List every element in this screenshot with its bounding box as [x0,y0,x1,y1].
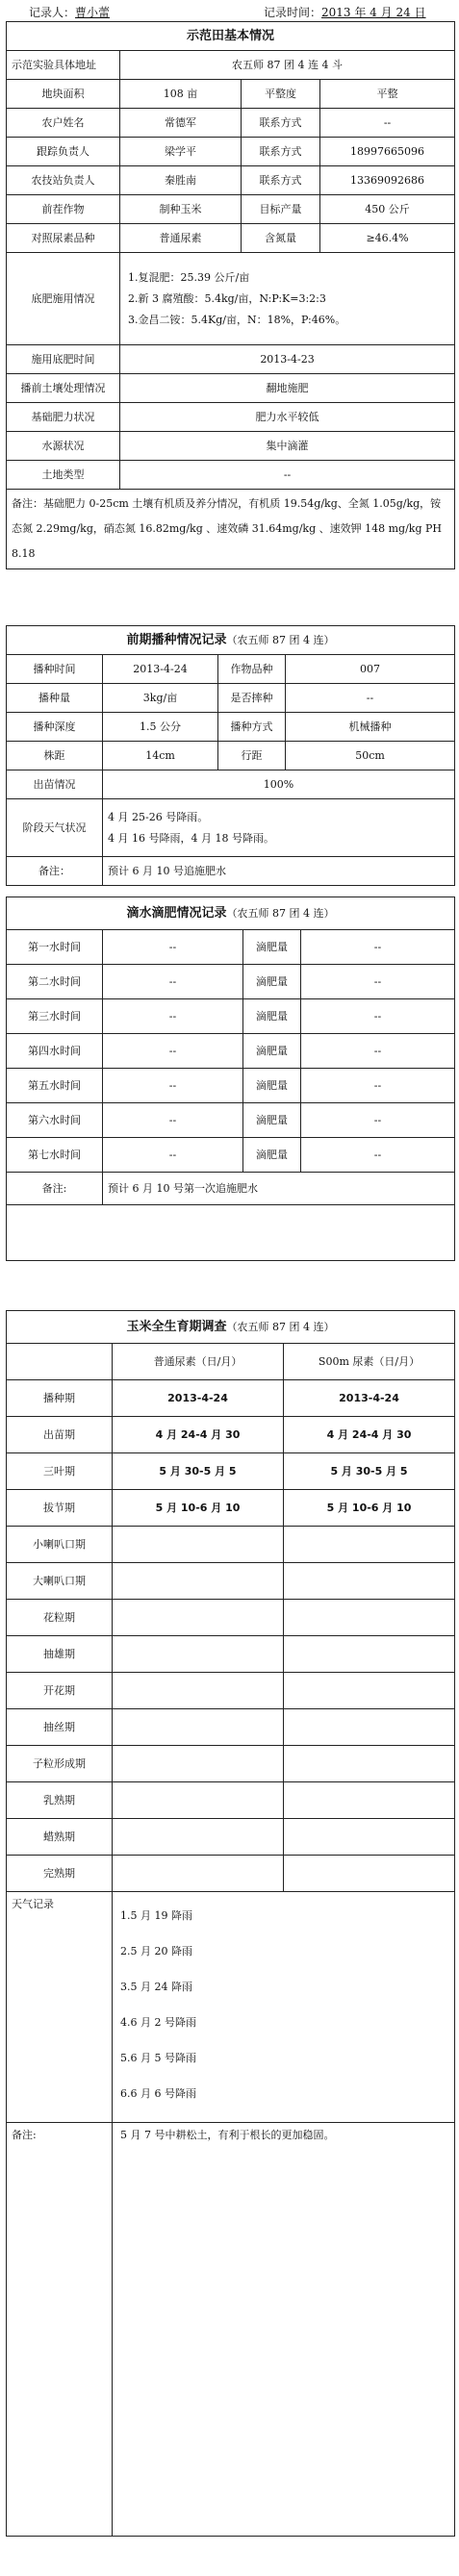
cell-label: 作物品种 [218,655,286,684]
stage-value [113,1673,284,1709]
cell-value: -- [103,1103,243,1138]
weather-line: 4 月 25-26 号降雨。 [108,810,209,823]
table-row [7,655,455,684]
growth-title-sub: （农五师 87 团 4 连） [226,1320,335,1333]
drip-title-sub: （农五师 87 团 4 连） [226,906,335,920]
stage-value [113,1746,284,1782]
basic-info-title: 示范田基本情况 [7,22,455,51]
cell-label: 第四水时间 [7,1034,103,1069]
stage-value: 5 月 30-5 月 5 [284,1453,455,1490]
fertility-label: 基础肥力状况 [7,403,120,432]
cell-value: -- [301,1034,455,1069]
basic-note: 备注：基础肥力 0-25cm 土壤有机质及养分情况，有机质 19.54g/kg、全氮 1.05g/kg，铵态氮 2.29mg/kg，硝态氮 16.82mg/kg 、速效磷 31.64mg/kg 、速效钾 148 mg/kg PH 8.18 [7,490,455,569]
cell-label: 滴肥量 [243,930,301,965]
cell-value: 秦胜南 [120,166,242,195]
weather-record-label: 天气记录 [7,1892,113,2123]
growth-note: 5 月 7 号中耕松土，有利于根长的更加稳固。 [113,2123,455,2537]
cell-label: 第三水时间 [7,999,103,1034]
table-row [7,1673,455,1709]
table-row [7,138,455,166]
table-row [7,1069,455,1103]
cell-label: 联系方式 [242,138,320,166]
date-value: 2013 年 4 月 24 日 [321,6,426,19]
table-row [7,1380,455,1417]
cell-value: -- [103,999,243,1034]
sowing-note: 预计 6 月 10 号追施肥水 [103,857,455,886]
stage-weather-label: 阶段天气状况 [7,799,103,857]
cell-value: 3kg/亩 [103,684,218,713]
table-row [7,1856,455,1892]
cell-value: -- [286,684,455,713]
stage-label: 乳熟期 [7,1782,113,1819]
drip-note-label: 备注: [7,1173,103,1205]
table-row [7,742,455,770]
cell-value: -- [103,965,243,999]
stage-value [284,1563,455,1600]
stage-value [113,1600,284,1636]
recorder-name: 曹小蕾 [75,6,111,19]
weather-record-line: 2.5 月 20 降雨 [120,1945,192,1957]
cell-label: 地块面积 [7,80,120,109]
weather-record-lines [113,1892,455,2123]
drip-note: 预计 6 月 10 号第一次追施肥水 [103,1173,455,1205]
fertility-value: 肥力水平较低 [120,403,455,432]
cell-value: 常德军 [120,109,242,138]
cell-label: 株距 [7,742,103,770]
cell-label: 是否摔种 [218,684,286,713]
cell-label: 播种量 [7,684,103,713]
fert-line: 3.金昌二铵：5.4Kg/亩，N：18%，P:46%。 [128,313,346,326]
cell-label: 联系方式 [242,109,320,138]
cell-value: -- [301,965,455,999]
drip-title: 滴水滴肥情况记录 [126,905,227,921]
table-row [7,1709,455,1746]
drip-blank-row [7,1205,455,1261]
table-row [7,1138,455,1173]
cell-value: 平整 [320,80,455,109]
cell-label: 滴肥量 [243,1034,301,1069]
cell-label: 第五水时间 [7,1069,103,1103]
cell-label: 目标产量 [242,195,320,224]
stage-label: 蜡熟期 [7,1819,113,1856]
cell-label: 第七水时间 [7,1138,103,1173]
growth-title: 玉米全生育期调查 [126,1319,227,1334]
table-row [7,1819,455,1856]
table-row [7,1600,455,1636]
stage-value [113,1819,284,1856]
date-label: 记录时间： [264,6,322,19]
weather-record-line: 5.6 月 5 号降雨 [120,2052,196,2064]
emerge-label: 出苗情况 [7,770,103,799]
table-row [7,1636,455,1673]
fert-lines [120,253,455,345]
stage-label: 三叶期 [7,1453,113,1490]
table-row [7,166,455,195]
growth-title-cell [7,1311,455,1344]
stage-value: 5 月 10-6 月 10 [284,1490,455,1527]
cell-value: -- [103,1138,243,1173]
soil-treat-value: 翻地施肥 [120,374,455,403]
cell-label: 滴肥量 [243,965,301,999]
cell-label: 含氮量 [242,224,320,253]
cell-label: 滴肥量 [243,1103,301,1138]
cell-value: -- [301,930,455,965]
table-row [7,1453,455,1490]
table-row [7,109,455,138]
stage-value [113,1636,284,1673]
table-row [7,930,455,965]
table-row [7,1417,455,1453]
cell-label: 平整度 [242,80,320,109]
sowing-table [6,625,455,886]
water-label: 水源状况 [7,432,120,461]
table-row [7,195,455,224]
cell-label: 跟踪负责人 [7,138,120,166]
stage-label: 出苗期 [7,1417,113,1453]
stage-label: 播种期 [7,1380,113,1417]
stage-value: 2013-4-24 [113,1380,284,1417]
stage-value: 2013-4-24 [284,1380,455,1417]
cell-value: -- [320,109,455,138]
stage-value [284,1527,455,1563]
cell-label: 滴肥量 [243,1069,301,1103]
water-value: 集中滴灌 [120,432,455,461]
fert-label: 底肥施用情况 [7,253,120,345]
cell-value: 108 亩 [120,80,242,109]
stage-value: 5 月 10-6 月 10 [113,1490,284,1527]
table-row [7,224,455,253]
stage-label: 抽雄期 [7,1636,113,1673]
cell-label: 对照尿素品种 [7,224,120,253]
cell-value: 机械播种 [286,713,455,742]
soil-treat-label: 播前土壤处理情况 [7,374,120,403]
apply-time-label: 施用底肥时间 [7,345,120,374]
stage-value: 4 月 24-4 月 30 [113,1417,284,1453]
drip-title-cell [7,897,455,930]
cell-value: 450 公斤 [320,195,455,224]
apply-time-value: 2013-4-23 [120,345,455,374]
cell-value: ≥46.4% [320,224,455,253]
table-row [7,713,455,742]
stage-weather-lines [103,799,455,857]
cell-value: -- [301,1069,455,1103]
cell-value: 50cm [286,742,455,770]
sowing-title: 前期播种情况记录 [126,632,227,647]
cell-label: 第二水时间 [7,965,103,999]
cell-label: 第六水时间 [7,1103,103,1138]
table-row [7,684,455,713]
fert-line: 1.复混肥：25.39 公斤/亩 [128,270,250,284]
basic-info-table [6,21,455,569]
stage-label: 完熟期 [7,1856,113,1892]
stage-value [284,1819,455,1856]
cell-value: 1.5 公分 [103,713,218,742]
stage-value: 5 月 30-5 月 5 [113,1453,284,1490]
cell-label: 前茬作物 [7,195,120,224]
stage-value [113,1782,284,1819]
recorder-label: 记录人： [29,6,76,19]
soil-type-label: 土地类型 [7,461,120,490]
stage-value [284,1709,455,1746]
table-row [7,1034,455,1069]
cell-label: 播种深度 [7,713,103,742]
stage-label: 小喇叭口期 [7,1527,113,1563]
stage-label: 抽丝期 [7,1709,113,1746]
stage-value [284,1673,455,1709]
address-value: 农五师 87 团 4 连 4 斗 [120,51,455,80]
weather-record-line: 1.5 月 19 降雨 [120,1909,192,1922]
growth-note-label: 备注: [7,2123,113,2537]
stage-value [284,1856,455,1892]
stage-value [284,1600,455,1636]
stage-value [284,1746,455,1782]
cell-value: -- [103,1069,243,1103]
stage-label: 拔节期 [7,1490,113,1527]
growth-col-normal: 普通尿素（日/月） [113,1344,284,1380]
cell-label: 第一水时间 [7,930,103,965]
table-row [7,1103,455,1138]
cell-label: 滴肥量 [243,1138,301,1173]
cell-value: 007 [286,655,455,684]
stage-label: 花粒期 [7,1600,113,1636]
cell-value: 梁学平 [120,138,242,166]
emerge-value: 100% [103,770,455,799]
weather-record-line: 6.6 月 6 号降雨 [120,2087,196,2100]
cell-value: 14cm [103,742,218,770]
growth-table [6,1310,455,2537]
cell-value: -- [103,1034,243,1069]
sowing-title-sub: （农五师 87 团 4 连） [226,633,335,646]
soil-type-value: -- [120,461,455,490]
weather-record-line: 4.6 月 2 号降雨 [120,2016,196,2029]
cell-value: -- [103,930,243,965]
stage-value [113,1856,284,1892]
table-row [7,80,455,109]
cell-value: -- [301,1138,455,1173]
cell-label: 播种时间 [7,655,103,684]
fert-line: 2.新 3 腐殖酸：5.4kg/亩，N:P:K=3:2:3 [128,291,326,305]
cell-label: 滴肥量 [243,999,301,1034]
cell-label: 播种方式 [218,713,286,742]
cell-value: 普通尿素 [120,224,242,253]
cell-label: 联系方式 [242,166,320,195]
table-row [7,1782,455,1819]
table-row [7,999,455,1034]
address-label: 示范实验具体地址 [7,51,120,80]
cell-label: 农技站负责人 [7,166,120,195]
cell-value: 18997665096 [320,138,455,166]
cell-value: 13369092686 [320,166,455,195]
growth-header-blank [7,1344,113,1380]
date-line [264,4,426,20]
stage-label: 子粒形成期 [7,1746,113,1782]
stage-value [113,1527,284,1563]
stage-label: 开花期 [7,1673,113,1709]
growth-col-s00m: S00m 尿素（日/月） [284,1344,455,1380]
table-row [7,1527,455,1563]
sowing-note-label: 备注： [7,857,103,886]
cell-value: 2013-4-24 [103,655,218,684]
recorder-line [29,4,139,20]
stage-value [284,1782,455,1819]
stage-value [284,1636,455,1673]
cell-label: 行距 [218,742,286,770]
table-row [7,1563,455,1600]
cell-label: 农户姓名 [7,109,120,138]
cell-value: -- [301,1103,455,1138]
stage-value [113,1563,284,1600]
table-row [7,1746,455,1782]
drip-table [6,897,455,1261]
sowing-title-cell [7,626,455,655]
table-row [7,965,455,999]
stage-value [113,1709,284,1746]
weather-record-line: 3.5 月 24 降雨 [120,1981,192,1993]
cell-value: 制种玉米 [120,195,242,224]
stage-value: 4 月 24-4 月 30 [284,1417,455,1453]
table-row [7,1490,455,1527]
stage-label: 大喇叭口期 [7,1563,113,1600]
cell-value: -- [301,999,455,1034]
weather-line: 4 月 16 号降雨，4 月 18 号降雨。 [108,831,274,845]
